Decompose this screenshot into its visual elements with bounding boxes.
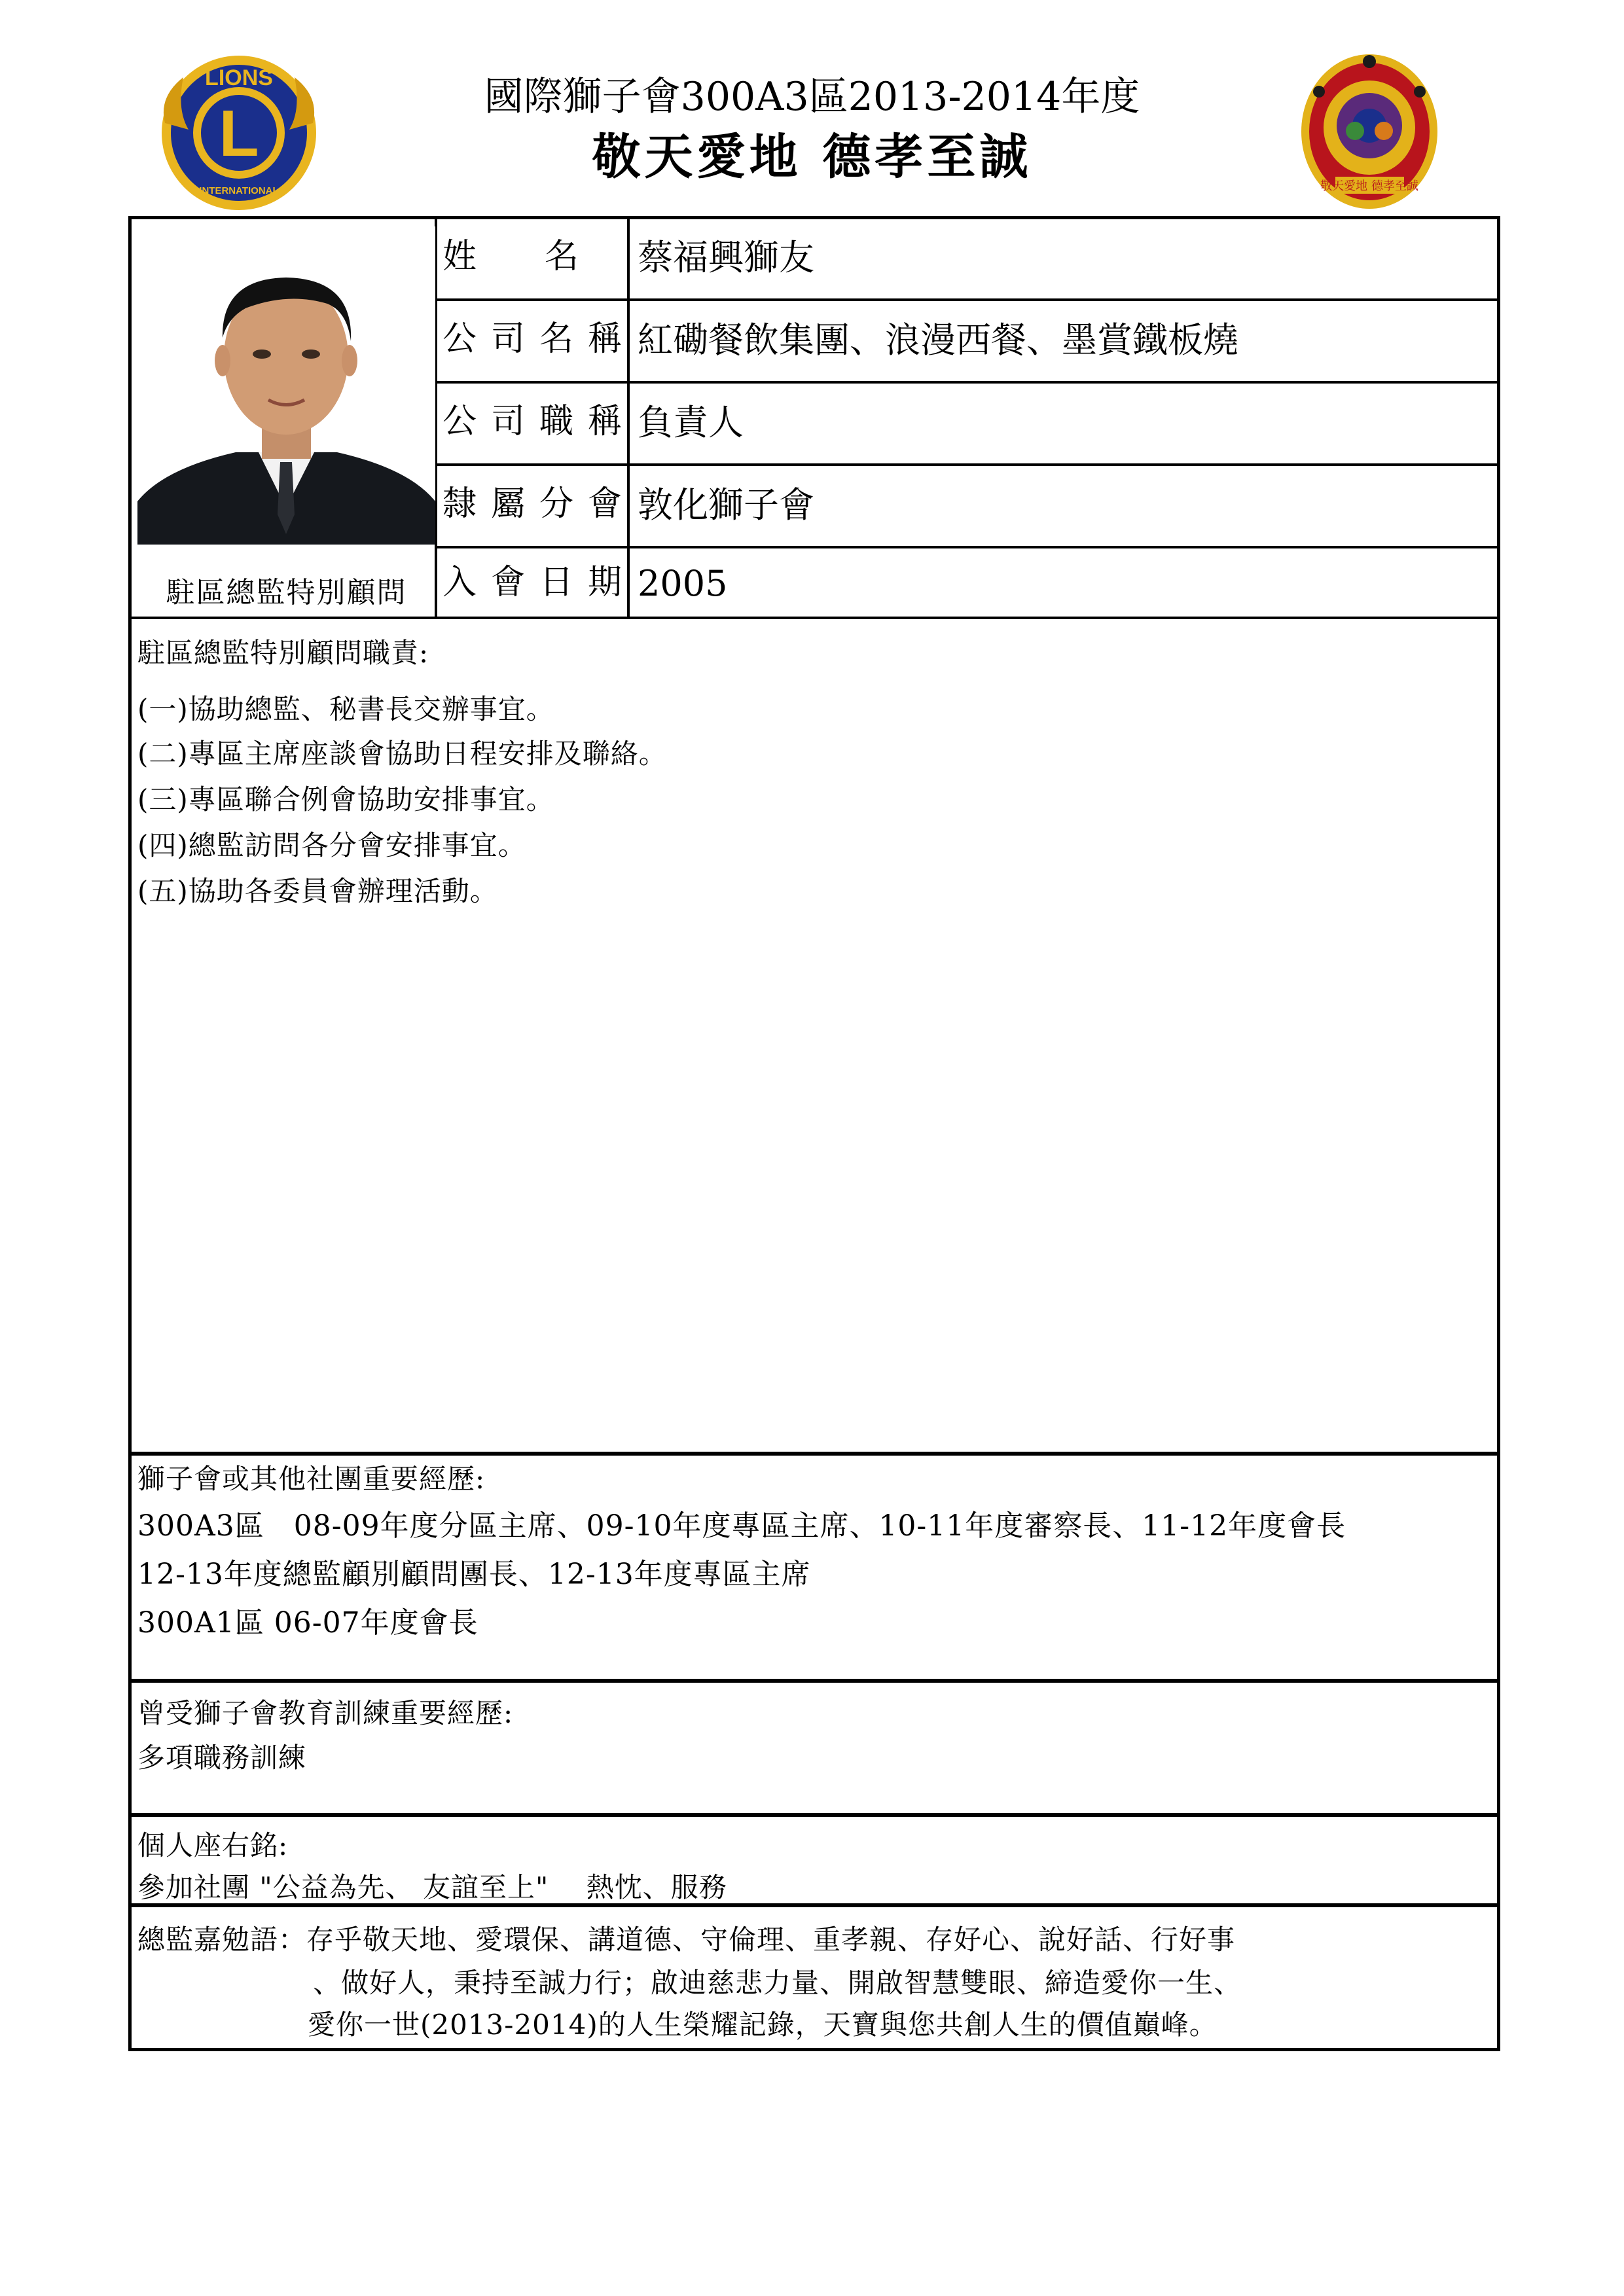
duties-title: 駐區總監特別顧問職責: <box>137 637 429 669</box>
duty-item: (一)協助總監、秘書長交辦事宜。 <box>137 693 554 725</box>
section-divider <box>128 617 1500 619</box>
join-date-value: 2005 <box>638 563 728 604</box>
duty-item: (二)專區主席座談會協助日程安排及聯絡。 <box>137 738 667 770</box>
duty-item: (三)專區聯合例會協助安排事宜。 <box>137 783 554 816</box>
position-label: 公司職稱 <box>442 402 637 441</box>
member-photo <box>137 226 435 545</box>
page-title: 國際獅子會300A3區2013-2014年度 <box>484 74 1140 120</box>
history-line: 12-13年度總監顧別顧問團長、12-13年度專區主席 <box>137 1558 811 1591</box>
company-label: 公司名稱 <box>442 319 637 359</box>
row-divider <box>435 298 1500 301</box>
personal-motto-title: 個人座右銘: <box>137 1829 289 1861</box>
row-divider <box>435 381 1500 384</box>
join-date-label: 入會日期 <box>442 563 637 602</box>
training-title: 曾受獅子會教育訓練重要經歷: <box>137 1697 514 1729</box>
duty-item: (五)協助各委員會辦理活動。 <box>137 875 498 907</box>
row-divider <box>435 546 1500 548</box>
duty-item: (四)總監訪問各分會安排事宜。 <box>137 829 526 861</box>
row-divider <box>435 463 1500 466</box>
section-divider <box>128 1813 1500 1817</box>
history-line: 300A1區 06-07年度會長 <box>137 1606 478 1640</box>
role-label: 駐區總監特別顧問 <box>166 576 407 609</box>
svg-text:LIONS: LIONS <box>205 65 273 90</box>
history-title: 獅子會或其他社團重要經歷: <box>137 1463 486 1495</box>
name-label: 姓 名 <box>442 237 579 276</box>
club-label: 隸屬分會 <box>442 484 637 524</box>
svg-text:L: L <box>219 97 259 170</box>
governor-message-line: 總監嘉勉語：存乎敬天地、愛環保、講道德、守倫理、重孝親、存好心、說好話、行好事 <box>137 1924 1236 1956</box>
name-value: 蔡福興獅友 <box>638 237 814 278</box>
svg-text:敬天愛地 德孝至誠: 敬天愛地 德孝至誠 <box>1320 179 1418 193</box>
section-divider <box>128 1679 1500 1683</box>
governor-message-line: 、做好人，秉持至誠力行；啟迪慈悲力量、開啟智慧雙眼、締造愛你一生、 <box>313 1967 1242 1999</box>
company-value: 紅磡餐飲集團、浪漫西餐、墨賞鐵板燒 <box>638 319 1238 361</box>
svg-text:INTERNATIONAL: INTERNATIONAL <box>199 185 279 196</box>
page-motto: 敬天愛地 德孝至誠 <box>592 129 1032 185</box>
governor-message-line: 愛你一世(2013-2014)的人生榮耀記錄，天寶與您共創人生的價值巔峰。 <box>308 2009 1218 2041</box>
position-value: 負責人 <box>638 402 744 443</box>
training-text: 多項職務訓練 <box>137 1742 307 1774</box>
history-line: 300A3區 08-09年度分區主席、09-10年度專區主席、10-11年度審察長、11-12年度會長 <box>137 1509 1346 1543</box>
club-value: 敦化獅子會 <box>638 484 814 526</box>
personal-motto-text: 參加社團 "公益為先、 友誼至上" 熱忱、服務 <box>137 1871 727 1903</box>
section-divider <box>128 1452 1500 1456</box>
